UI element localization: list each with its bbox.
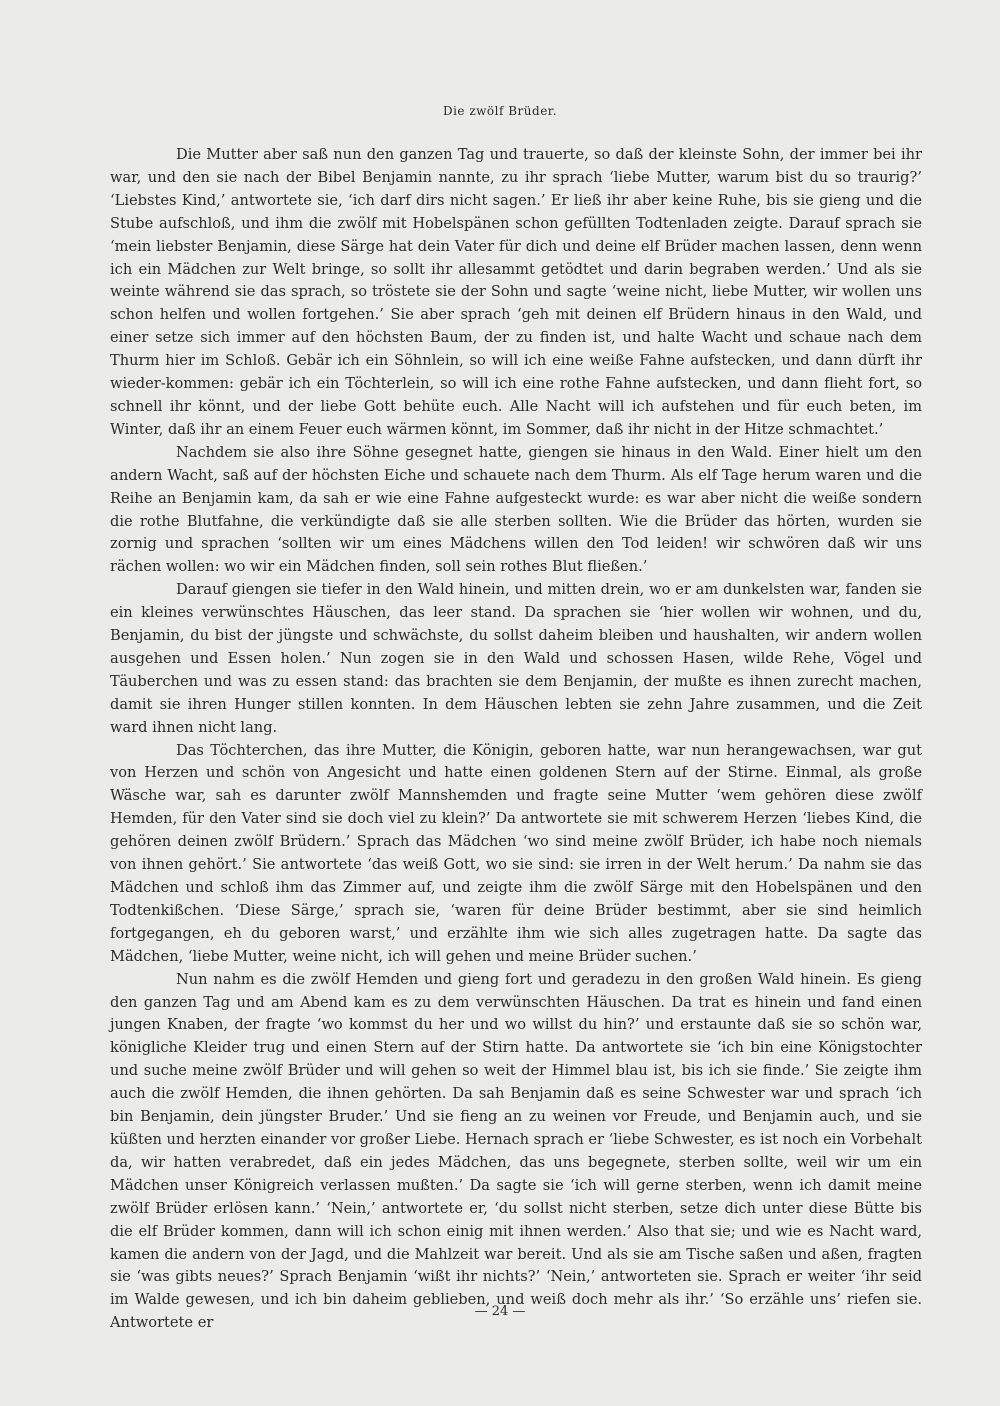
page-number: — 24 — (474, 1304, 526, 1319)
paragraph-1: Die Mutter aber saß nun den ganzen Tag und trauerte, so daß der kleinste Sohn, der immer bei ihr war, und den sie nach der Bibel Benjamin nannte, zu ihr sprach ‘liebe Mutter, warum bist du so traurig?’ ‘Liebstes Kind,’ antwortete sie, ‘ich darf dirs nicht sagen.’ Er ließ ihr aber keine Ruhe, bis sie gieng und die Stube aufschloß, und ihm die zwölf mit Hobelspänen schon gefüllten Todtenladen zeigte. Darauf sprach sie ‘mein liebster Benjamin, diese Särge hat dein Vater für dich und deine elf Brüder machen lassen, denn wenn ich ein Mädchen zur Welt bringe, so sollt ihr allesammt getödtet und darin begraben werden.’ Und als sie weinte während sie das sprach, so tröstete sie der Sohn und sagte ‘weine nicht, liebe Mutter, wir wollen uns schon helfen und wollen fortgehen.’ Sie aber sprach ‘geh mit deinen elf Brüdern hinaus in den Wald, und einer setze sich immer auf den höchsten Baum, der zu finden ist, und halte Wacht und schaue nach dem Thurm hier im Schloß. Gebär ich ein Söhnlein, so will ich eine weiße Fahne aufstecken, und dann dürft ihr wieder-kommen: gebär ich ein Töchterlein, so will ich eine rothe Fahne aufstecken, und dann flieht fort, so schnell ihr könnt, und der liebe Gott behüte euch. Alle Nacht will ich aufstehen und für euch beten, im Winter, daß ihr an einem Feuer euch wärmen könnt, im Sommer, daß ihr nicht in der Hitze schmachtet.’ (110, 146, 922, 438)
paragraph-2: Nachdem sie also ihre Söhne gesegnet hatte, giengen sie hinaus in den Wald. Einer hielt um den andern Wacht, saß auf der höchsten Eiche und schauete nach dem Thurm. Als elf Tage herum waren und die Reihe an Benjamin kam, da sah er wie eine Fahne aufgesteckt wurde: es war aber nicht die weiße sondern die rothe Blutfahne, die verkündigte daß sie alle sterben sollten. Wie die Brüder das hörten, wurden sie zornig und sprachen ‘sollten wir um eines Mädchens willen den Tod leiden! wir schwören daß wir uns rächen wollen: wo wir ein Mädchen finden, soll sein rothes Blut fließen.’ (110, 443, 922, 576)
paragraph-5: Nun nahm es die zwölf Hemden und gieng fort und geradezu in den großen Wald hinein. Es gieng den ganzen Tag und am Abend kam es zu dem verwünschten Häuschen. Da trat es hinein und fand einen jungen Knaben, der fragte ‘wo kommst du her und wo willst du hin?’ und erstaunte daß sie so schön war, königliche Kleider trug und einen Stern auf der Stirn hatte. Da antwortete sie ‘ich bin eine Königstochter und suche meine zwölf Brüder und will gehen so weit der Himmel blau ist, bis ich sie finde.’ Sie zeigte ihm auch die zwölf Hemden, die ihnen gehörten. Da sah Benjamin daß es seine Schwester war und sprach ‘ich bin Benjamin, dein jüngster Bruder.’ Und sie fieng an zu weinen vor Freude, und Benjamin auch, und sie küßten und herzten einander vor großer Liebe. Hernach sprach er ‘liebe Schwester, es ist noch ein Vorbehalt da, wir hatten verabredet, daß ein jedes Mädchen, das uns begegnete, sterben sollte, weil wir um ein Mädchen unser Königreich verlassen mußten.’ Da sagte sie ‘ich will gerne sterben, wenn ich damit meine zwölf Brüder erlösen kann.’ ‘Nein,’ antwortete er, ‘du sollst nicht sterben, setze dich unter diese Bütte bis die elf Brüder kommen, dann will ich schon einig mit ihnen werden.’ Also that sie; und wie es Nacht ward, kamen die andern von der Jagd, und die Mahlzeit war bereit. Und als sie am Tische saßen und aßen, fragten sie ‘was gibts neues?’ Sprach Benjamin ‘wißt ihr nichts?’ ‘Nein,’ antworteten sie. Sprach er weiter ‘ihr seid im Walde gewesen, und ich bin daheim geblieben, und weiß doch mehr als ihr.’ ‘So erzähle uns’ riefen sie. Antwortete er (110, 970, 922, 1332)
running-head: Die zwölf Brüder. (442, 104, 558, 118)
body-text (110, 144, 922, 1335)
paragraph-3: Darauf giengen sie tiefer in den Wald hinein, und mitten drein, wo er am dunkelsten war, fanden sie ein kleines verwünschtes Häuschen, das leer stand. Da sprachen sie ‘hier wollen wir wohnen, und du, Benjamin, du bist der jüngste und schwächste, du sollst daheim bleiben und haushalten, wir andern wollen ausgehen und Essen holen.’ Nun zogen sie in den Wald und schossen Hasen, wilde Rehe, Vögel und Täuberchen und was zu essen stand: das brachten sie dem Benjamin, der mußte es ihnen zurecht machen, damit sie ihren Hunger stillen konnten. In dem Häuschen lebten sie zehn Jahre zusammen, und die Zeit ward ihnen nicht lang. (110, 581, 922, 736)
paragraph-4: Das Töchterchen, das ihre Mutter, die Königin, geboren hatte, war nun herangewachsen, war gut von Herzen und schön von Angesicht und hatte einen goldenen Stern auf der Stirne. Einmal, als große Wäsche war, sah es darunter zwölf Mannshemden und fragte seine Mutter ‘wem gehören diese zwölf Hemden, für den Vater sind sie doch viel zu klein?’ Da antwortete sie mit schwerem Herzen ‘liebes Kind, die gehören deinen zwölf Brüdern.’ Sprach das Mädchen ‘wo sind meine zwölf Brüder, ich habe noch niemals von ihnen gehört.’ Sie antwortete ‘das weiß Gott, wo sie sind: sie irren in der Welt herum.’ Da nahm sie das Mädchen und schloß ihm das Zimmer auf, und zeigte ihm die zwölf Särge mit den Hobelspänen und den Todtenkißchen. ‘Diese Särge,’ sprach sie, ‘waren für deine Brüder bestimmt, aber sie sind heimlich fortgegangen, eh du geboren warst,’ und erzählte ihm wie sich alles zugetragen hatte. Da sagte das Mädchen, ‘liebe Mutter, weine nicht, ich will gehen und meine Brüder suchen.’ (110, 741, 922, 965)
